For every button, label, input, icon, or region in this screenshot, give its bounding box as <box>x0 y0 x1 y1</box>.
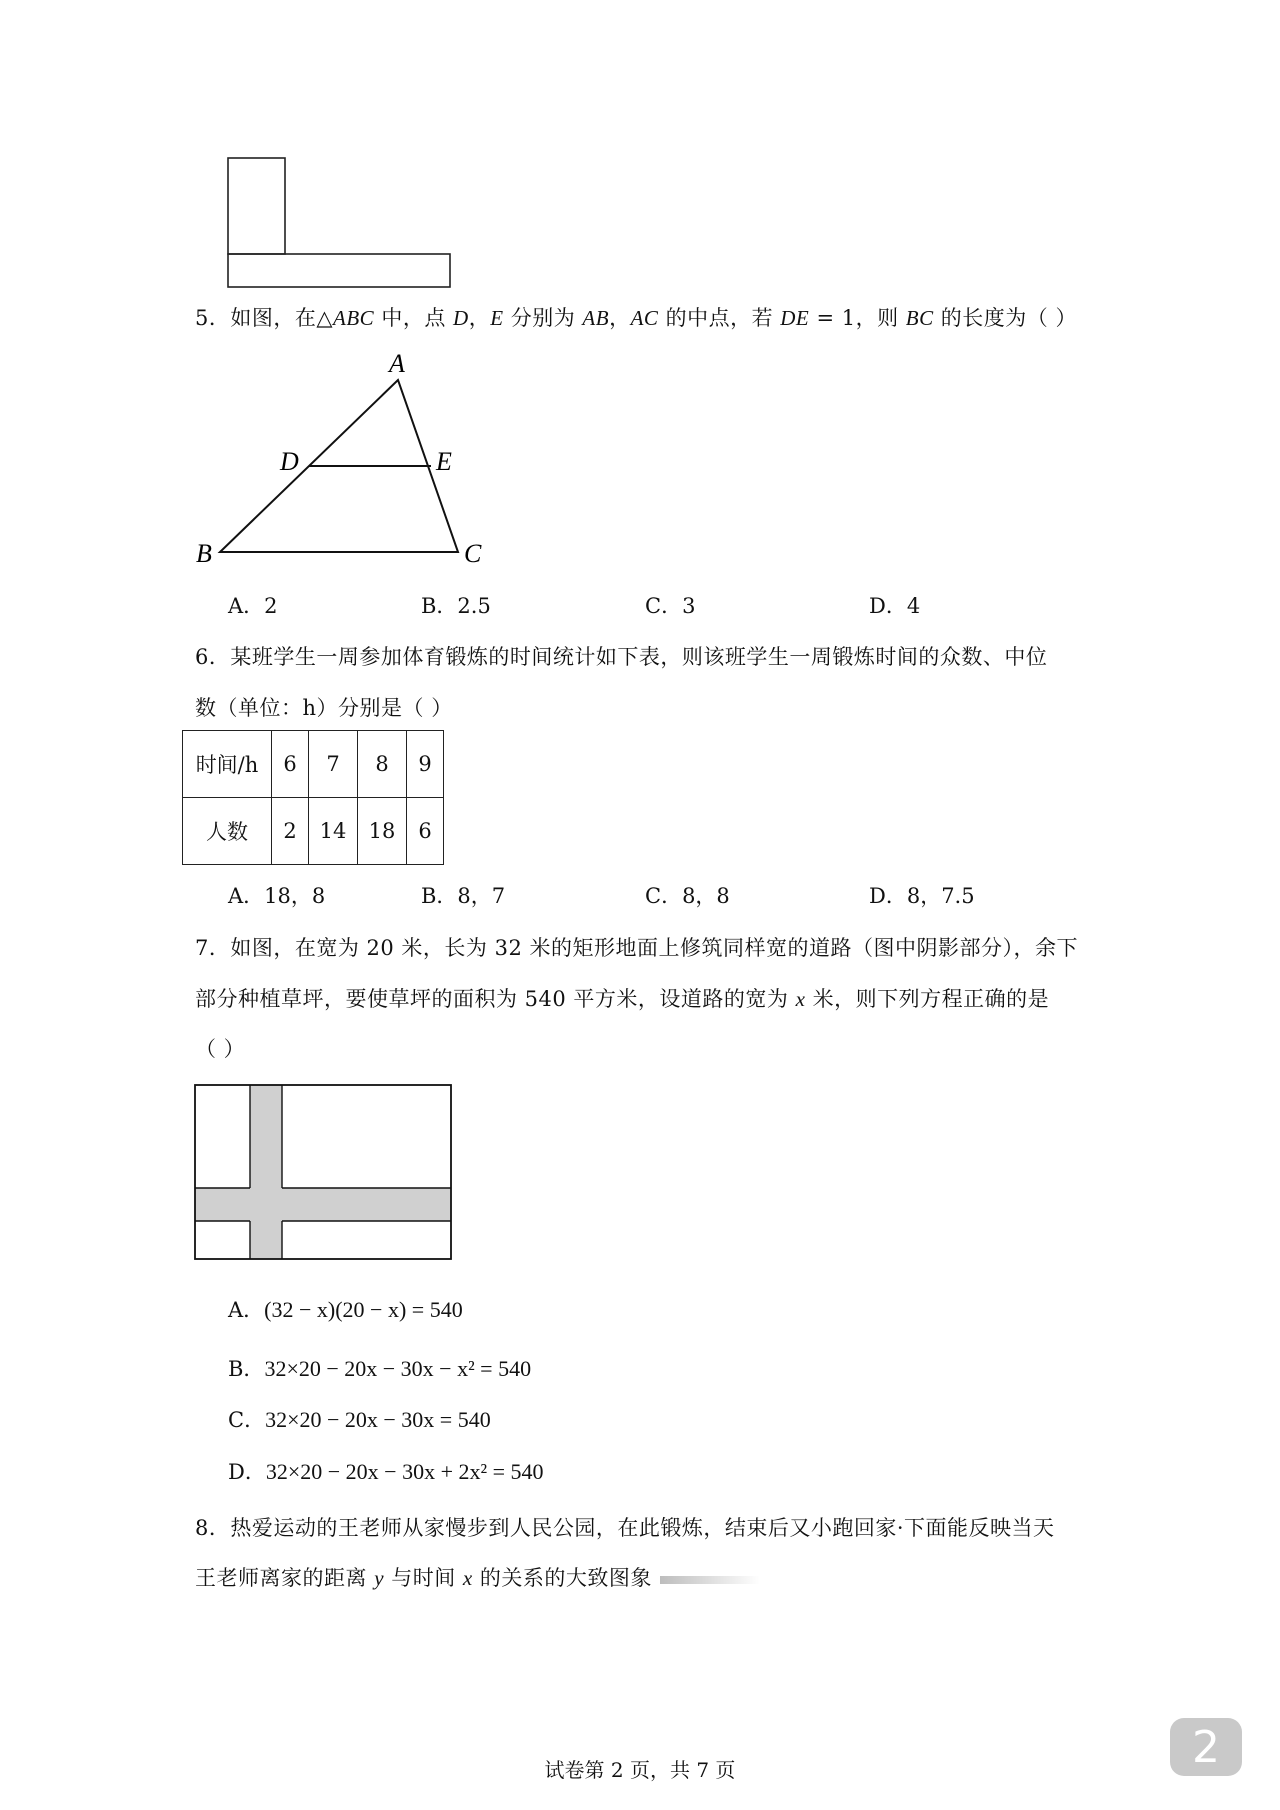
label-d: D <box>280 447 299 476</box>
page-number-badge: 2 <box>1170 1718 1242 1776</box>
q6-option-d[interactable]: D．8，7.5 <box>869 884 975 908</box>
l-shape-vertical-rect <box>228 158 285 254</box>
q6-option-c[interactable]: C．8，8 <box>645 884 730 908</box>
road-horizontal <box>195 1188 451 1221</box>
q6-stem-line2: 数（单位：h）分别是（ ） <box>195 696 453 720</box>
table-cell: 6 <box>272 731 309 798</box>
table-cell: 14 <box>309 798 358 865</box>
q7-option-d[interactable]: D．32×20 − 20x − 30x + 2x² = 540 <box>228 1459 544 1484</box>
label-e: E <box>436 447 452 476</box>
table-cell: 6 <box>407 798 444 865</box>
q6-stem-line1: 6．某班学生一周参加体育锻炼的时间统计如下表，则该班学生一周锻炼时间的众数、中位 <box>195 645 1048 669</box>
q5-option-d[interactable]: D．4 <box>869 594 921 618</box>
table-cell: 7 <box>309 731 358 798</box>
q6-option-a[interactable]: A．18，8 <box>228 884 326 908</box>
l-shape-figure <box>224 156 454 290</box>
l-shape-horizontal-rect <box>228 254 450 287</box>
table-cell: 8 <box>358 731 407 798</box>
field-outline <box>195 1085 451 1259</box>
label-b: B <box>196 539 212 568</box>
q7-option-a[interactable]: A．(32 − x)(20 − x) = 540 <box>228 1297 463 1322</box>
q6-option-b[interactable]: B．8，7 <box>421 884 506 908</box>
q8-stem-line2: 王老师离家的距离 y 与时间 x 的关系的大致图象 <box>195 1566 652 1590</box>
table-header-time: 时间/h <box>183 731 272 798</box>
q7-stem-line1: 7．如图，在宽为 20 米，长为 32 米的矩形地面上修筑同样宽的道路（图中阴影部分），余下 <box>195 936 1079 960</box>
road-figure <box>193 1083 455 1261</box>
q5-stem: 5．如图，在△ABC 中，点 D，E 分别为 AB，AC 的中点，若 DE = 1，则 BC 的长度为（ ） <box>195 306 1077 330</box>
table-row <box>183 731 444 798</box>
label-a: A <box>389 349 405 378</box>
stats-table <box>182 730 444 865</box>
table-cell: 18 <box>358 798 407 865</box>
q7-stem-line3: （ ） <box>195 1037 246 1061</box>
table-cell: 2 <box>272 798 309 865</box>
q7-stem-line2: 部分种植草坪，要使草坪的面积为 540 平方米，设道路的宽为 x 米，则下列方程正确的是 <box>195 987 1050 1011</box>
q7-option-c[interactable]: C．32×20 − 20x − 30x = 540 <box>228 1407 491 1432</box>
table-row <box>183 798 444 865</box>
table-cell: 9 <box>407 731 444 798</box>
q5-option-a[interactable]: A．2 <box>228 594 278 618</box>
triangle-figure <box>186 340 506 580</box>
q5-option-b[interactable]: B．2.5 <box>421 594 491 618</box>
label-c: C <box>464 539 482 568</box>
page-footer: 试卷第 2 页，共 7 页 <box>544 1758 736 1782</box>
q5-option-c[interactable]: C．3 <box>645 594 696 618</box>
road-vertical <box>250 1085 282 1259</box>
table-header-count: 人数 <box>183 798 272 865</box>
text-fade-smudge <box>660 1576 760 1584</box>
q8-stem-line1: 8．热爱运动的王老师从家慢步到人民公园，在此锻炼，结束后又小跑回家·下面能反映当天 <box>195 1516 1055 1540</box>
q7-option-b[interactable]: B．32×20 − 20x − 30x − x² = 540 <box>228 1356 532 1381</box>
